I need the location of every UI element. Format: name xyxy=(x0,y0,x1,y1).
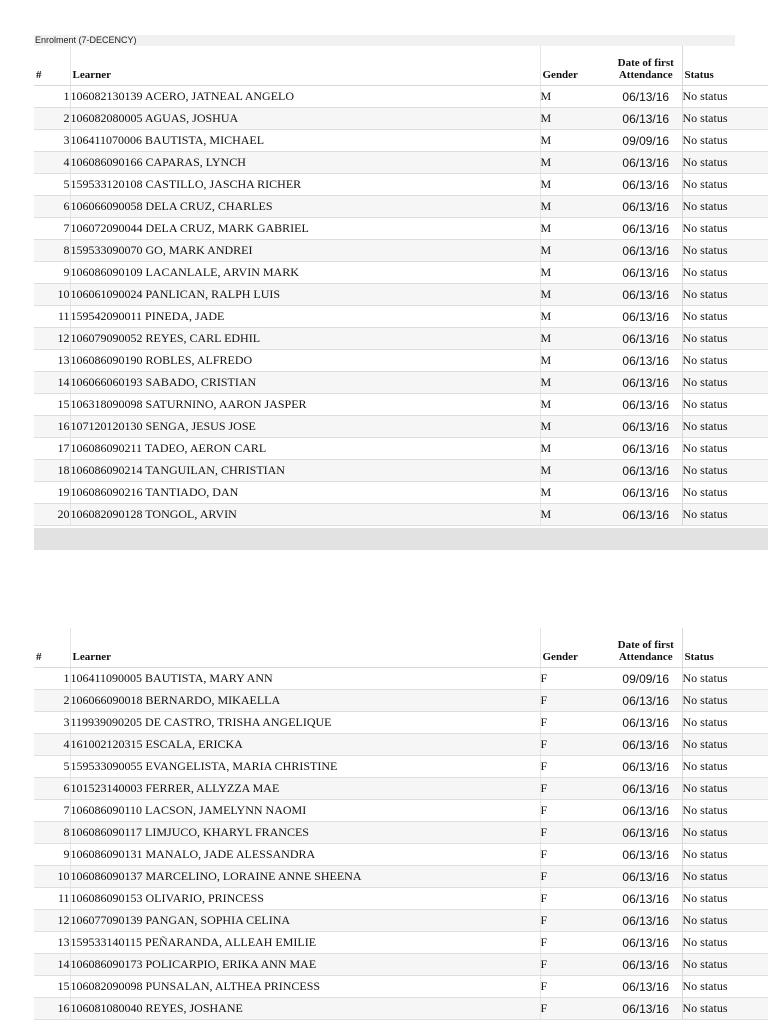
learner-cell: 106066090018 BERNARDO, MIKAELLA xyxy=(70,690,540,712)
first-attendance-date-cell: 06/13/16 xyxy=(610,504,682,526)
status-cell: No status xyxy=(682,756,768,778)
gender-cell: M xyxy=(540,130,610,152)
first-attendance-date-cell: 06/13/16 xyxy=(610,482,682,504)
status-cell: No status xyxy=(682,822,768,844)
row-number: 13 xyxy=(34,350,70,372)
learner-cell: 106082090098 PUNSALAN, ALTHEA PRINCESS xyxy=(70,976,540,998)
row-number: 1 xyxy=(34,668,70,690)
status-cell: No status xyxy=(682,328,768,350)
first-attendance-date-cell: 06/13/16 xyxy=(610,778,682,800)
table-row xyxy=(34,800,768,822)
first-attendance-date-cell: 06/13/16 xyxy=(610,328,682,350)
status-cell: No status xyxy=(682,800,768,822)
first-attendance-date-cell: 06/13/16 xyxy=(610,866,682,888)
first-attendance-date-cell: 06/13/16 xyxy=(610,86,682,108)
first-attendance-date-cell: 06/13/16 xyxy=(610,756,682,778)
learner-cell: 106086090173 POLICARPIO, ERIKA ANN MAE xyxy=(70,954,540,976)
row-number: 8 xyxy=(34,822,70,844)
learner-cell: 161002120315 ESCALA, ERICKA xyxy=(70,734,540,756)
first-attendance-date-cell: 06/13/16 xyxy=(610,350,682,372)
column-header-status: Status xyxy=(682,628,768,668)
row-number: 3 xyxy=(34,712,70,734)
row-number: 8 xyxy=(34,240,70,262)
row-number: 6 xyxy=(34,778,70,800)
gender-cell: F xyxy=(540,712,610,734)
row-number: 14 xyxy=(34,954,70,976)
learner-cell: 106086090153 OLIVARIO, PRINCESS xyxy=(70,888,540,910)
status-cell: No status xyxy=(682,690,768,712)
table-row xyxy=(34,108,768,130)
learner-cell: 106066090058 DELA CRUZ, CHARLES xyxy=(70,196,540,218)
table-row xyxy=(34,372,768,394)
column-header-status: Status xyxy=(682,46,768,86)
gender-cell: M xyxy=(540,438,610,460)
column-header-learner: Learner xyxy=(70,46,540,86)
gender-cell: F xyxy=(540,690,610,712)
first-attendance-date-cell: 06/13/16 xyxy=(610,394,682,416)
learner-cell: 159542090011 PINEDA, JADE xyxy=(70,306,540,328)
gender-cell: F xyxy=(540,778,610,800)
table-row xyxy=(34,932,768,954)
gender-cell: F xyxy=(540,932,610,954)
row-number: 11 xyxy=(34,888,70,910)
row-number: 11 xyxy=(34,306,70,328)
female-roster-body xyxy=(34,668,768,1020)
table-row xyxy=(34,130,768,152)
row-number: 12 xyxy=(34,328,70,350)
gender-cell: M xyxy=(540,86,610,108)
gender-cell: F xyxy=(540,910,610,932)
status-cell: No status xyxy=(682,844,768,866)
first-attendance-date-cell: 06/13/16 xyxy=(610,734,682,756)
learner-cell: 106411070006 BAUTISTA, MICHAEL xyxy=(70,130,540,152)
table-row xyxy=(34,350,768,372)
status-cell: No status xyxy=(682,306,768,328)
status-cell: No status xyxy=(682,284,768,306)
row-number: 20 xyxy=(34,504,70,526)
row-number: 6 xyxy=(34,196,70,218)
table-row xyxy=(34,196,768,218)
column-header-number: # xyxy=(34,628,70,668)
status-cell: No status xyxy=(682,910,768,932)
table-row xyxy=(34,998,768,1020)
table-row xyxy=(34,174,768,196)
column-header-learner: Learner xyxy=(70,628,540,668)
table-row xyxy=(34,888,768,910)
first-attendance-date-cell: 06/13/16 xyxy=(610,240,682,262)
status-cell: No status xyxy=(682,262,768,284)
first-attendance-date-cell: 06/13/16 xyxy=(610,284,682,306)
learner-cell: 106086090190 ROBLES, ALFREDO xyxy=(70,350,540,372)
status-cell: No status xyxy=(682,416,768,438)
table-row xyxy=(34,416,768,438)
table-row xyxy=(34,954,768,976)
column-header-gender: Gender xyxy=(540,46,610,86)
table-row xyxy=(34,822,768,844)
status-cell: No status xyxy=(682,196,768,218)
table-row xyxy=(34,866,768,888)
gender-cell: M xyxy=(540,218,610,240)
gender-cell: M xyxy=(540,306,610,328)
row-number: 10 xyxy=(34,284,70,306)
row-number: 4 xyxy=(34,152,70,174)
table-row xyxy=(34,504,768,526)
row-number: 7 xyxy=(34,800,70,822)
first-attendance-date-cell: 09/09/16 xyxy=(610,668,682,690)
learner-cell: 119939090205 DE CASTRO, TRISHA ANGELIQUE xyxy=(70,712,540,734)
first-attendance-date-cell: 06/13/16 xyxy=(610,910,682,932)
status-cell: No status xyxy=(682,482,768,504)
first-attendance-date-cell: 06/13/16 xyxy=(610,976,682,998)
learner-cell: 106081080040 REYES, JOSHANE xyxy=(70,998,540,1020)
status-cell: No status xyxy=(682,394,768,416)
table-row xyxy=(34,690,768,712)
first-attendance-date-cell: 06/13/16 xyxy=(610,306,682,328)
gender-cell: F xyxy=(540,756,610,778)
learner-cell: 107120120130 SENGA, JESUS JOSE xyxy=(70,416,540,438)
learner-cell: 106086090109 LACANLALE, ARVIN MARK xyxy=(70,262,540,284)
first-attendance-date-cell: 06/13/16 xyxy=(610,998,682,1020)
gender-cell: F xyxy=(540,866,610,888)
table-row xyxy=(34,668,768,690)
table-row xyxy=(34,460,768,482)
learner-cell: 106086090216 TANTIADO, DAN xyxy=(70,482,540,504)
status-cell: No status xyxy=(682,240,768,262)
row-number: 1 xyxy=(34,86,70,108)
first-attendance-date-cell: 06/13/16 xyxy=(610,932,682,954)
status-cell: No status xyxy=(682,86,768,108)
gender-cell: F xyxy=(540,822,610,844)
first-attendance-date-cell: 06/13/16 xyxy=(610,800,682,822)
table-row xyxy=(34,240,768,262)
status-cell: No status xyxy=(682,888,768,910)
table-row xyxy=(34,844,768,866)
first-attendance-date-cell: 06/13/16 xyxy=(610,108,682,130)
status-cell: No status xyxy=(682,932,768,954)
row-number: 13 xyxy=(34,932,70,954)
first-attendance-date-cell: 06/13/16 xyxy=(610,844,682,866)
learner-cell: 159533120108 CASTILLO, JASCHA RICHER xyxy=(70,174,540,196)
status-cell: No status xyxy=(682,460,768,482)
row-number: 19 xyxy=(34,482,70,504)
column-header-date: Date of first Attendance xyxy=(610,628,682,668)
column-header-gender: Gender xyxy=(540,628,610,668)
status-cell: No status xyxy=(682,218,768,240)
row-number: 2 xyxy=(34,108,70,130)
first-attendance-date-cell: 06/13/16 xyxy=(610,152,682,174)
status-cell: No status xyxy=(682,954,768,976)
learner-cell: 106086090131 MANALO, JADE ALESSANDRA xyxy=(70,844,540,866)
gender-cell: M xyxy=(540,504,610,526)
column-header-date: Date of first Attendance xyxy=(610,46,682,86)
table-row xyxy=(34,910,768,932)
row-number: 5 xyxy=(34,174,70,196)
row-number: 2 xyxy=(34,690,70,712)
learner-cell: 106072090044 DELA CRUZ, MARK GABRIEL xyxy=(70,218,540,240)
learner-cell: 106086090214 TANGUILAN, CHRISTIAN xyxy=(70,460,540,482)
status-cell: No status xyxy=(682,734,768,756)
row-number: 10 xyxy=(34,866,70,888)
table-row xyxy=(34,306,768,328)
section-caption: Enrolment (7-DECENCY) xyxy=(34,35,735,46)
row-number: 12 xyxy=(34,910,70,932)
gender-cell: F xyxy=(540,800,610,822)
first-attendance-date-cell: 06/13/16 xyxy=(610,262,682,284)
table-row xyxy=(34,328,768,350)
gender-cell: F xyxy=(540,844,610,866)
row-number: 14 xyxy=(34,372,70,394)
row-number: 16 xyxy=(34,416,70,438)
male-roster-body xyxy=(34,86,768,526)
gender-cell: F xyxy=(540,668,610,690)
row-number: 15 xyxy=(34,394,70,416)
gender-cell: M xyxy=(540,262,610,284)
status-cell: No status xyxy=(682,504,768,526)
status-cell: No status xyxy=(682,976,768,998)
row-number: 3 xyxy=(34,130,70,152)
learner-cell: 106079090052 REYES, CARL EDHIL xyxy=(70,328,540,350)
gender-cell: M xyxy=(540,284,610,306)
table-header-row xyxy=(34,46,768,86)
status-cell: No status xyxy=(682,712,768,734)
gender-cell: M xyxy=(540,350,610,372)
learner-cell: 106086090117 LIMJUCO, KHARYL FRANCES xyxy=(70,822,540,844)
learner-cell: 159533140115 PEÑARANDA, ALLEAH EMILIE xyxy=(70,932,540,954)
learner-cell: 101523140003 FERRER, ALLYZZA MAE xyxy=(70,778,540,800)
learner-cell: 106061090024 PANLICAN, RALPH LUIS xyxy=(70,284,540,306)
status-cell: No status xyxy=(682,108,768,130)
first-attendance-date-cell: 06/13/16 xyxy=(610,438,682,460)
gender-cell: M xyxy=(540,240,610,262)
table-row xyxy=(34,734,768,756)
table-row xyxy=(34,778,768,800)
table-row xyxy=(34,712,768,734)
status-cell: No status xyxy=(682,438,768,460)
gender-cell: M xyxy=(540,372,610,394)
first-attendance-date-cell: 06/13/16 xyxy=(610,712,682,734)
table-row xyxy=(34,756,768,778)
learner-cell: 106077090139 PANGAN, SOPHIA CELINA xyxy=(70,910,540,932)
table-row xyxy=(34,262,768,284)
status-cell: No status xyxy=(682,130,768,152)
first-attendance-date-cell: 06/13/16 xyxy=(610,416,682,438)
status-cell: No status xyxy=(682,174,768,196)
row-number: 16 xyxy=(34,998,70,1020)
gender-cell: M xyxy=(540,152,610,174)
male-roster-table xyxy=(34,46,768,526)
gender-cell: F xyxy=(540,734,610,756)
gender-cell: M xyxy=(540,394,610,416)
table-row xyxy=(34,152,768,174)
status-cell: No status xyxy=(682,350,768,372)
first-attendance-date-cell: 06/13/16 xyxy=(610,888,682,910)
learner-cell: 106086090166 CAPARAS, LYNCH xyxy=(70,152,540,174)
learner-cell: 106086090137 MARCELINO, LORAINE ANNE SHEENA xyxy=(70,866,540,888)
first-attendance-date-cell: 06/13/16 xyxy=(610,954,682,976)
gender-cell: F xyxy=(540,998,610,1020)
gender-cell: F xyxy=(540,976,610,998)
table-row xyxy=(34,284,768,306)
table-row xyxy=(34,976,768,998)
learner-cell: 106318090098 SATURNINO, AARON JASPER xyxy=(70,394,540,416)
status-cell: No status xyxy=(682,668,768,690)
first-attendance-date-cell: 06/13/16 xyxy=(610,372,682,394)
gender-cell: M xyxy=(540,174,610,196)
table-footer-bar xyxy=(34,528,768,550)
learner-cell: 159533090070 GO, MARK ANDREI xyxy=(70,240,540,262)
gender-cell: F xyxy=(540,954,610,976)
first-attendance-date-cell: 09/09/16 xyxy=(610,130,682,152)
gender-cell: M xyxy=(540,108,610,130)
column-header-number: # xyxy=(34,46,70,86)
gender-cell: M xyxy=(540,416,610,438)
first-attendance-date-cell: 06/13/16 xyxy=(610,218,682,240)
row-number: 18 xyxy=(34,460,70,482)
learner-cell: 106082090128 TONGOL, ARVIN xyxy=(70,504,540,526)
first-attendance-date-cell: 06/13/16 xyxy=(610,460,682,482)
row-number: 5 xyxy=(34,756,70,778)
row-number: 9 xyxy=(34,844,70,866)
learner-cell: 106082130139 ACERO, JATNEAL ANGELO xyxy=(70,86,540,108)
table-row xyxy=(34,218,768,240)
status-cell: No status xyxy=(682,778,768,800)
gender-cell: M xyxy=(540,328,610,350)
gender-cell: M xyxy=(540,460,610,482)
status-cell: No status xyxy=(682,372,768,394)
learner-cell: 106082080005 AGUAS, JOSHUA xyxy=(70,108,540,130)
row-number: 9 xyxy=(34,262,70,284)
learner-cell: 106086090110 LACSON, JAMELYNN NAOMI xyxy=(70,800,540,822)
learner-cell: 106086090211 TADEO, AERON CARL xyxy=(70,438,540,460)
first-attendance-date-cell: 06/13/16 xyxy=(610,196,682,218)
status-cell: No status xyxy=(682,866,768,888)
gender-cell: M xyxy=(540,482,610,504)
gender-cell: M xyxy=(540,196,610,218)
learner-cell: 159533090055 EVANGELISTA, MARIA CHRISTINE xyxy=(70,756,540,778)
gender-cell: F xyxy=(540,888,610,910)
row-number: 17 xyxy=(34,438,70,460)
first-attendance-date-cell: 06/13/16 xyxy=(610,690,682,712)
status-cell: No status xyxy=(682,152,768,174)
table-row xyxy=(34,482,768,504)
table-header-row xyxy=(34,628,768,668)
learner-cell: 106066060193 SABADO, CRISTIAN xyxy=(70,372,540,394)
row-number: 4 xyxy=(34,734,70,756)
row-number: 15 xyxy=(34,976,70,998)
first-attendance-date-cell: 06/13/16 xyxy=(610,822,682,844)
female-roster-table xyxy=(34,628,768,1020)
table-row xyxy=(34,86,768,108)
learner-cell: 106411090005 BAUTISTA, MARY ANN xyxy=(70,668,540,690)
first-attendance-date-cell: 06/13/16 xyxy=(610,174,682,196)
table-row xyxy=(34,438,768,460)
table-row xyxy=(34,394,768,416)
row-number: 7 xyxy=(34,218,70,240)
status-cell: No status xyxy=(682,998,768,1020)
